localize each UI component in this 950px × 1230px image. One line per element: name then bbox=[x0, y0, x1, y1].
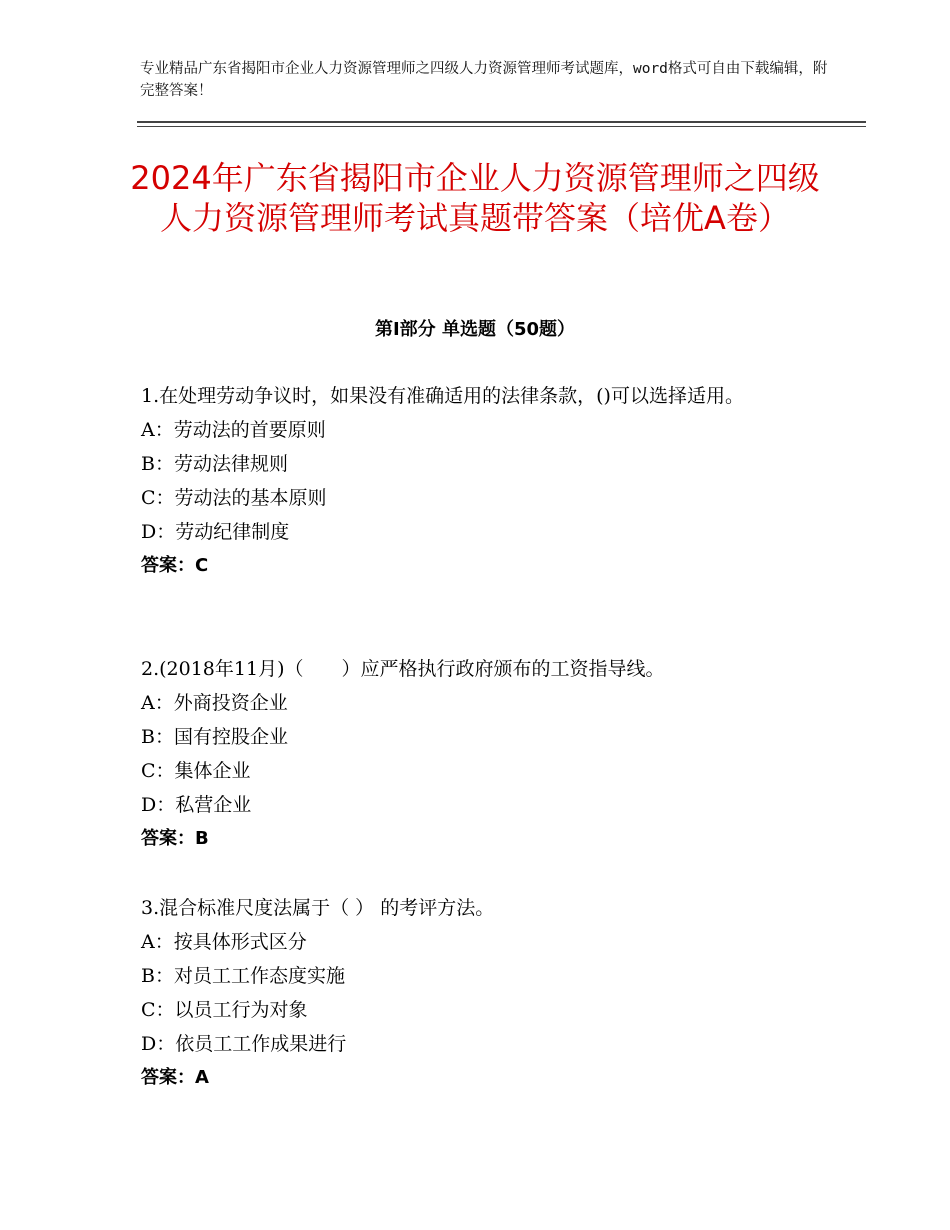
header-divider bbox=[137, 121, 866, 123]
section-title: 第Ⅰ部分 单选题（50题） bbox=[374, 319, 575, 340]
option-d: D：依员工工作成果进行 bbox=[141, 1033, 347, 1055]
option-c: C：劳动法的基本原则 bbox=[141, 487, 327, 509]
question-block-1 bbox=[141, 379, 801, 583]
answer: 答案：A bbox=[141, 1067, 209, 1088]
header-divider-thin bbox=[137, 126, 866, 127]
option-a: A：劳动法的首要原则 bbox=[141, 419, 326, 441]
option-d: D：私营企业 bbox=[141, 794, 252, 816]
header-note: 专业精品广东省揭阳市企业人力资源管理师之四级人力资源管理师考试题库，word格式可自由下载编辑，附完整答案！ bbox=[140, 61, 828, 99]
question-stem: 1.在处理劳动争议时，如果没有准确适用的法律条款，()可以选择适用。 bbox=[141, 385, 744, 407]
option-a: A：按具体形式区分 bbox=[141, 931, 307, 953]
answer: 答案：B bbox=[141, 828, 209, 849]
answer: 答案：C bbox=[141, 555, 209, 576]
question-stem: 3.混合标准尺度法属于（ ） 的考评方法。 bbox=[141, 897, 495, 919]
question-stem: 2.(2018年11月)（ ）应严格执行政府颁布的工资指导线。 bbox=[141, 658, 665, 680]
page-title: 2024年广东省揭阳市企业人力资源管理师之四级人力资源管理师考试真题带答案（培优A卷） bbox=[130, 159, 820, 237]
question-block-3 bbox=[141, 891, 801, 1095]
option-b: B：劳动法律规则 bbox=[141, 453, 288, 475]
option-d: D：劳动纪律制度 bbox=[141, 521, 290, 543]
option-a: A：外商投资企业 bbox=[141, 692, 288, 714]
question-block-2 bbox=[141, 652, 801, 856]
option-c: C：集体企业 bbox=[141, 760, 251, 782]
option-b: B：国有控股企业 bbox=[141, 726, 288, 748]
option-b: B：对员工工作态度实施 bbox=[141, 965, 345, 987]
option-c: C：以员工行为对象 bbox=[141, 999, 308, 1021]
